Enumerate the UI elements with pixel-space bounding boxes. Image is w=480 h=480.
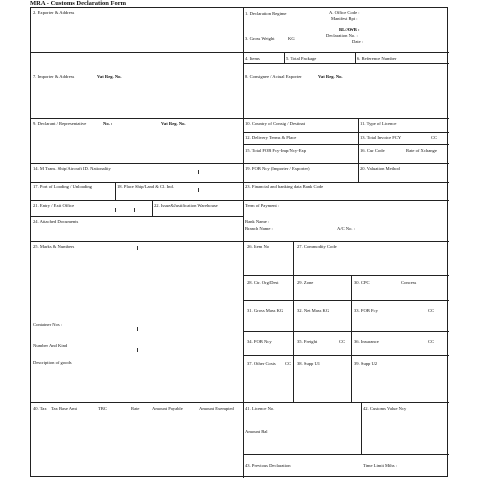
supp-u1-label: 38. Supp U1 [297, 361, 321, 366]
cur-code-label: 16. Cur Code [360, 148, 385, 153]
total-invoice-cc-label: CC [431, 135, 438, 140]
tick-mark [198, 170, 199, 174]
consignee-label: 8. Consignee / Actual Exporter [245, 74, 302, 79]
container-nos-label: Container Nos : [33, 322, 63, 327]
declarant-vat-label: Vat Reg. No. [161, 121, 186, 126]
fob-fcy-cc-label: CC [428, 308, 435, 313]
country-consig-label: 10. Country of Consig / Destinat [245, 121, 305, 126]
other-costs-label: 37. Other Costs [247, 361, 276, 366]
divider [293, 241, 294, 275]
divider [31, 402, 449, 403]
type-licence-label: 11. Type of Licence [360, 121, 397, 126]
divider [31, 163, 449, 164]
ctr-org-label: 28. Ctr. Org/Dest [247, 280, 279, 285]
time-limit-label: Time Limit Mths : [363, 463, 397, 468]
reference-number-label: 6. Reference Number [357, 56, 397, 61]
total-fob-label: 15. Total FOB Fcy-Imp/Ncy-Exp [245, 148, 307, 153]
freight-label: 35. Freight [297, 339, 318, 344]
freight-cc-label: CC [339, 339, 346, 344]
manifest-label: Manifest Rpt : [331, 16, 358, 21]
supp-u2-label: 39. Supp U2 [354, 361, 378, 366]
divider [355, 52, 356, 63]
office-code-label: A. Office Code : [329, 10, 360, 15]
number-kind-label: Number And Kind [33, 343, 68, 348]
previous-declaration-label: 43. Previous Declaration [245, 463, 291, 468]
divider [152, 200, 153, 216]
total-invoice-label: 13. Total Invoice FCY [360, 135, 402, 140]
ac-no-label: A/C No. : [337, 226, 355, 231]
rate-xchange-label: Rate of Xchange [406, 148, 437, 153]
zone-label: 29. Zone [297, 280, 314, 285]
rate-label: Rate [131, 406, 140, 411]
attached-documents-label: 24. Attached Documents [33, 219, 79, 224]
importer-vat-label: Vat Reg. No. [97, 74, 122, 79]
divider [358, 163, 359, 182]
divider [243, 8, 244, 478]
divider [243, 331, 449, 332]
item-no-label: 26. Item No [247, 244, 270, 249]
gross-mass-label: 31. Gross Mass KG [247, 308, 284, 313]
tbc-label: TBC [98, 406, 107, 411]
items-label: 4. Items [245, 56, 260, 61]
valuation-method-label: 20. Valuation Method [360, 166, 400, 171]
insurance-cc-label: CC [428, 339, 435, 344]
commodity-code-label: 27. Commodity Code [297, 244, 337, 249]
licence-no-label: 41. Licence No. [245, 406, 275, 411]
insurance-label: 36. Insurance [354, 339, 379, 344]
tick-mark [115, 208, 116, 212]
gross-weight-label: 3. Gross Weight [245, 36, 275, 41]
tick-mark [137, 246, 138, 250]
divider [243, 63, 449, 64]
bl-awb-label: BL/AWB : [339, 27, 360, 32]
entry-exit-label: 21. Entry / Exit Office [33, 203, 75, 208]
divider [31, 241, 449, 242]
divider [243, 355, 449, 356]
tick-mark [198, 188, 199, 192]
total-package-label: 5. Total Package [286, 56, 317, 61]
tax-label: 40. Tax [33, 406, 47, 411]
divider [243, 144, 449, 145]
divider [293, 275, 294, 402]
place-ship-label: 18. Place Ship/Land & Cl. Ind. [117, 184, 174, 189]
declaration-no-label: Declaration No. : [326, 33, 358, 38]
date-label: Date : [352, 39, 364, 44]
tick-mark [137, 327, 138, 331]
divider [31, 52, 449, 53]
divider [351, 275, 352, 402]
net-mass-label: 32. Net Mass KG [297, 308, 330, 313]
other-costs-cc-label: CC [285, 361, 292, 366]
consignee-vat-label: Vat Reg. No. [318, 74, 343, 79]
declarant-label: 9. Declarant / Representative [33, 121, 87, 126]
divider [243, 454, 449, 455]
divider [31, 200, 449, 201]
divider [243, 300, 449, 301]
form-title: MRA - Customs Declaration Form [30, 0, 127, 7]
divider [243, 275, 449, 276]
divider [31, 118, 449, 119]
tax-base-label: Tax Base Amt [51, 406, 77, 411]
port-loading-label: 17. Port of Loading / Unloading [33, 184, 92, 189]
divider [361, 402, 362, 454]
fob-ncy-label: 19. FOB Ncy (Importer / Exporter) [245, 166, 310, 171]
issue-warehouse-label: 22. Issue&Justification Warehouse [154, 203, 218, 208]
amount-payable-label: Amount Payable [152, 406, 183, 411]
financial-data-label: 23. Financial and banking data Bank Code [245, 184, 324, 189]
amount-exempted-label: Amount Exempted [199, 406, 234, 411]
transport-id-label: 14. M Trans. Ship/Aircraft ID. Nationality [33, 166, 111, 171]
exporter-address-label: 2. Exporter & Address [33, 10, 75, 15]
term-payment-label: Term of Payment : [245, 203, 280, 208]
delivery-terms-label: 12. Delivery Terms & Place [245, 135, 297, 140]
description-goods-label: Description of goods [33, 360, 72, 365]
divider [284, 52, 285, 63]
fob-ncy-item-label: 34. FOB Ncy [247, 339, 272, 344]
declarant-no-label: No. : [103, 121, 113, 126]
divider [31, 216, 243, 217]
marks-numbers-label: 25. Marks & Numbers [33, 244, 75, 249]
divider [243, 132, 449, 133]
tick-mark [134, 208, 135, 212]
kg-label: KG [288, 36, 295, 41]
importer-address-label: 7. Importer & Address [33, 74, 75, 79]
divider [115, 182, 116, 200]
amount-bal-label: Amount Bal [245, 429, 268, 434]
customs-declaration-form [30, 7, 448, 477]
fob-fcy-label: 33. FOB Fcy [354, 308, 378, 313]
cpc-label: 30. CPC [354, 280, 370, 285]
customs-value-label: 42. Customs Value Ncy [363, 406, 407, 411]
branch-name-label: Branch Name : [245, 226, 273, 231]
tick-mark [137, 348, 138, 352]
bank-name-label: Bank Name : [245, 219, 270, 224]
divider [31, 182, 449, 183]
concess-label: Concess [401, 280, 417, 285]
declaration-regime-label: 1. Declaration Regime [245, 11, 287, 16]
